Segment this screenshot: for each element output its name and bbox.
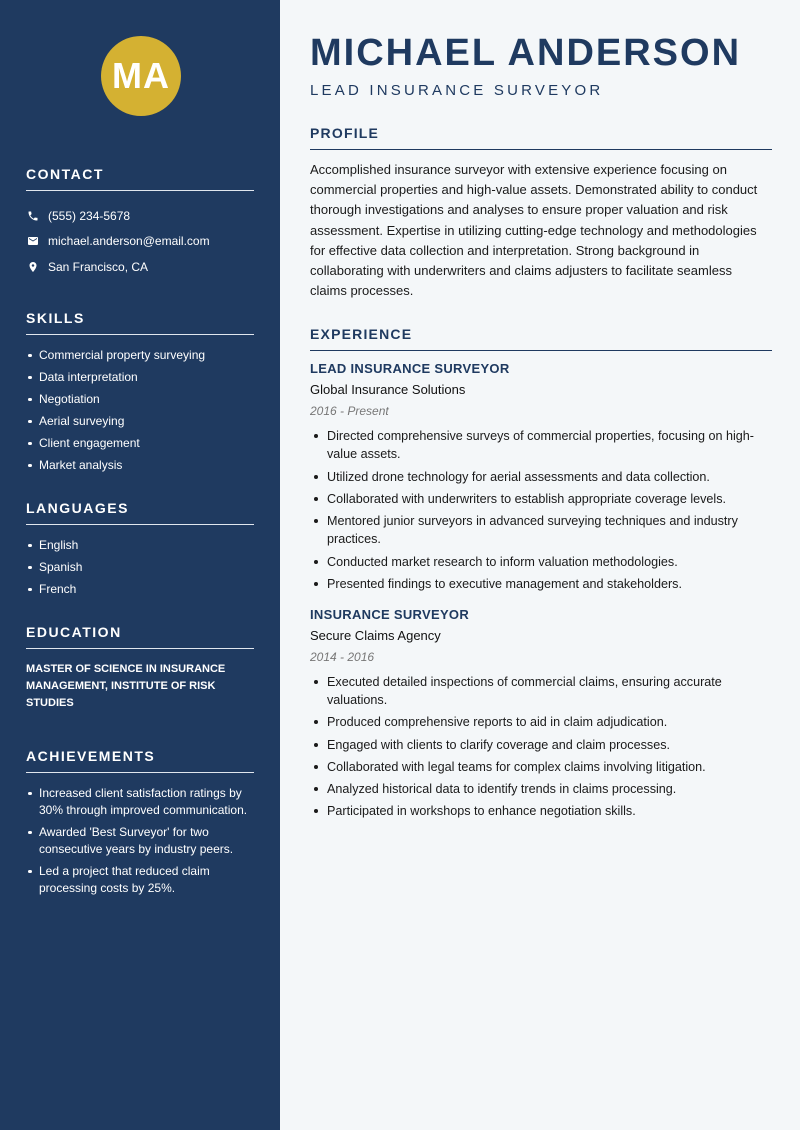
list-item: Aerial surveying [26,413,254,430]
job-entry [310,607,772,820]
list-item: Engaged with clients to clarify coverage and claim processes. [310,736,772,754]
languages-section [26,500,254,598]
contact-email [26,229,254,255]
list-item: Participated in workshops to enhance negotiation skills. [310,802,772,820]
list-item: Collaborated with underwriters to establish appropriate coverage levels. [310,490,772,508]
education-heading: EDUCATION [26,624,254,649]
contact-phone [26,203,254,229]
education-entry: MASTER OF SCIENCE IN INSURANCE MANAGEMENT, INSTITUTE OF RISK STUDIES [26,662,226,709]
list-item: Analyzed historical data to identify trends in claims processing. [310,780,772,798]
list-item: Client engagement [26,435,254,452]
list-item: Directed comprehensive surveys of commercial properties, focusing on high-value assets. [310,427,772,463]
job-bullets [310,673,772,820]
sidebar [0,0,280,1130]
list-item: French [26,581,254,598]
profile-section [310,125,772,301]
job-title: LEAD INSURANCE SURVEYOR [310,361,510,377]
list-item: Data interpretation [26,369,254,386]
list-item: Mentored junior surveyors in advanced surveying techniques and industry practices. [310,512,772,548]
email-icon [26,234,40,248]
avatar [101,36,181,116]
list-item: English [26,537,254,554]
main-content [310,30,772,825]
list-item: Negotiation [26,391,254,408]
skills-section [26,310,254,474]
job-bullets [310,427,772,592]
list-item: Produced comprehensive reports to aid in claim adjudication. [310,713,772,731]
achievements-list [26,785,254,897]
list-item: Presented findings to executive management and stakeholders. [310,575,772,593]
achievements-heading: ACHIEVEMENTS [26,748,254,773]
profile-text: Accomplished insurance surveyor with extensive experience focusing on commercial properties and high-value assets. Demonstrated ability to conduct thorough investigations and analyses to ensure proper valuation and risk assessment. Expertise in utilizing cutting-edge technology and methodologies for effective data collection and interpretation. Strong background in collaborating with underwriters and claims adjusters to facilitate seamless claims processes. [310,162,758,299]
list-item: Commercial property surveying [26,347,254,364]
job-company: Global Insurance Solutions [310,382,466,398]
list-item: Utilized drone technology for aerial assessments and data collection. [310,468,772,486]
list-item: Executed detailed inspections of commercial claims, ensuring accurate valuations. [310,673,772,709]
languages-heading: LANGUAGES [26,500,254,525]
contact-heading: CONTACT [26,166,254,191]
list-item: Conducted market research to inform valuation methodologies. [310,553,772,571]
list-item: Market analysis [26,457,254,474]
experience-heading: EXPERIENCE [310,326,772,351]
achievements-section [26,748,254,897]
list-item: Increased client satisfaction ratings by 30% through improved communication. [26,785,254,819]
job-company: Secure Claims Agency [310,627,441,643]
location-pin-icon [26,260,40,274]
contact-section [26,166,254,280]
phone-text: (555) 234-5678 [48,208,131,223]
job-dates: 2016 - Present [310,404,389,419]
avatar-initials: MA [112,55,170,96]
list-item: Led a project that reduced claim processing costs by 25%. [26,863,254,897]
contact-location [26,254,254,280]
list-item: Collaborated with legal teams for complex claims involving litigation. [310,758,772,776]
profile-heading: PROFILE [310,125,772,150]
location-text: San Francisco, CA [48,259,149,274]
job-dates: 2014 - 2016 [310,649,375,664]
job-title: INSURANCE SURVEYOR [310,606,470,622]
skills-heading: SKILLS [26,310,254,335]
education-section [26,624,254,712]
list-item: Spanish [26,559,254,576]
experience-section [310,326,772,820]
candidate-name: MICHAEL ANDERSON [310,32,742,74]
languages-list [26,537,254,598]
skills-list [26,347,254,474]
list-item: Awarded 'Best Surveyor' for two consecutive years by industry peers. [26,824,254,858]
phone-icon [26,209,40,223]
email-text: michael.anderson@email.com [48,234,210,249]
candidate-title: LEAD INSURANCE SURVEYOR [310,82,604,99]
job-entry [310,361,772,592]
